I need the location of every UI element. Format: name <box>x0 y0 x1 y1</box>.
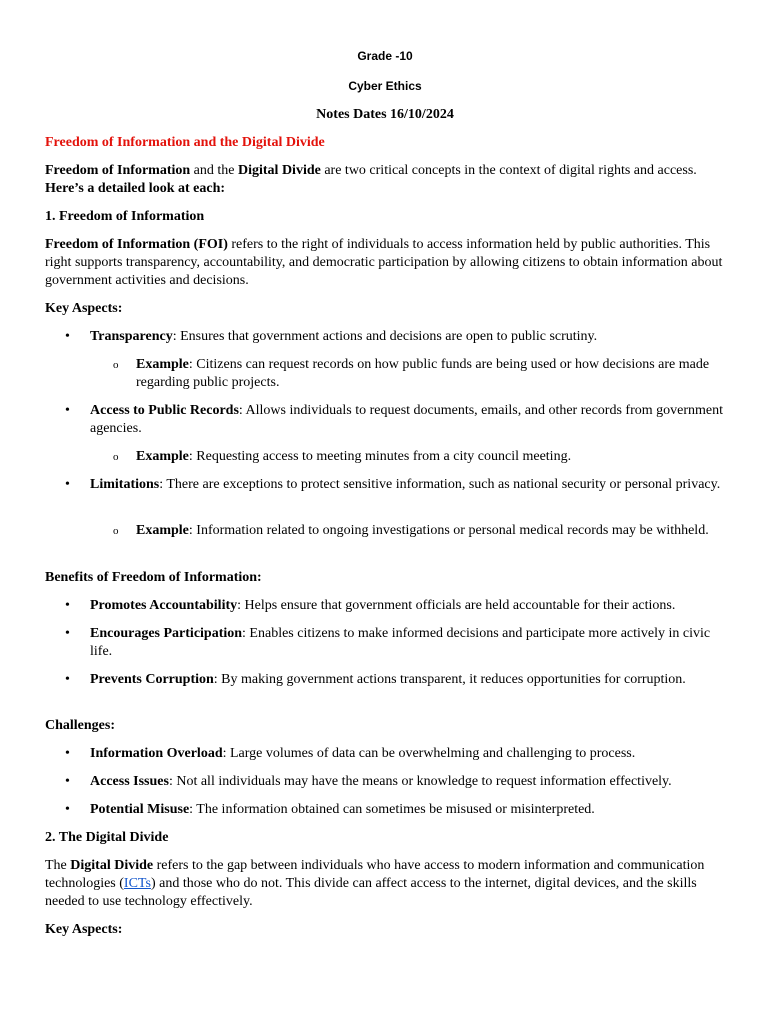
foi-def-term: Freedom of Information (FOI) <box>45 237 228 252</box>
bullet-icon: • <box>65 403 70 418</box>
challenge-text: : Not all individuals may have the means or knowledge to request information effectively. <box>168 774 672 789</box>
intro-bold-end: Here’s a detailed look at each: <box>45 181 226 196</box>
bullet-icon: • <box>65 802 70 817</box>
circle-bullet-icon: o <box>113 359 119 371</box>
challenge-term: Information Overload <box>90 746 223 761</box>
intro-and: and the <box>190 163 238 178</box>
aspect-text: : There are exceptions to protect sensitive information, such as national security or personal privacy. <box>159 477 721 492</box>
bullet-icon: • <box>65 329 70 344</box>
bullet-icon: • <box>65 774 70 789</box>
aspect-term: Limitations <box>90 477 160 492</box>
example-text: : Requesting access to meeting minutes from a city council meeting. <box>188 449 572 464</box>
section-title: Freedom of Information and the Digital Divide <box>45 135 325 150</box>
subject-label: Cyber Ethics <box>348 79 422 93</box>
foi-definition <box>45 236 725 290</box>
challenge-text: : Large volumes of data can be overwhelming and challenging to process. <box>222 746 636 761</box>
dd-heading: 2. The Digital Divide <box>45 830 169 845</box>
foi-key-aspects-heading: Key Aspects: <box>45 301 123 316</box>
intro-term-dd: Digital Divide <box>238 163 321 178</box>
benefit-text: : By making government actions transparent, it reduces opportunities for corruption. <box>213 672 686 687</box>
example-text: : Information related to ongoing investigations or personal medical records may be withheld. <box>188 523 709 538</box>
intro-rest: are two critical concepts in the context of digital rights and access. <box>320 163 697 178</box>
intro-term-foi: Freedom of Information <box>45 163 191 178</box>
benefit-term: Encourages Participation <box>90 626 243 641</box>
circle-bullet-icon: o <box>113 525 119 537</box>
foi-challenges-heading: Challenges: <box>45 718 115 733</box>
example-label: Example <box>136 449 189 464</box>
dd-p-mid: refers to the gap between individuals who have access to modern information and communication technologies ( <box>45 858 705 891</box>
dd-definition <box>45 857 725 911</box>
intro-paragraph <box>45 162 725 198</box>
dd-key-aspects-heading: Key Aspects: <box>45 922 123 937</box>
dd-p-end: ) and those who do not. This divide can affect access to the internet, digital devices, and the skills needed to use technology effectively. <box>45 876 697 909</box>
foi-heading: 1. Freedom of Information <box>45 209 205 224</box>
example-text: : Citizens can request records on how public funds are being used or how decisions are made regarding public projects. <box>136 357 710 390</box>
dd-p-start: The <box>45 858 71 873</box>
challenge-text: : The information obtained can sometimes be misused or misinterpreted. <box>189 802 595 817</box>
bullet-icon: • <box>65 746 70 761</box>
dd-term: Digital Divide <box>70 858 154 873</box>
foi-def-text: refers to the right of individuals to access information held by public authorities. This right supports transparency, accountability, and democratic participation by allowing citizens to obtain information about government activities and decisions. <box>45 237 723 288</box>
icts-link[interactable]: ICTs <box>123 876 151 891</box>
benefit-text: : Enables citizens to make informed decisions and participate more actively in civic life. <box>90 626 711 659</box>
bullet-icon: • <box>65 672 70 687</box>
circle-bullet-icon: o <box>113 451 119 463</box>
challenge-term: Potential Misuse <box>90 802 190 817</box>
foi-benefits-heading: Benefits of Freedom of Information: <box>45 570 262 585</box>
bullet-icon: • <box>65 598 70 613</box>
benefit-term: Promotes Accountability <box>90 598 238 613</box>
aspect-term: Transparency <box>90 329 173 344</box>
aspect-text: : Ensures that government actions and decisions are open to public scrutiny. <box>172 329 598 344</box>
example-label: Example <box>136 523 189 538</box>
notes-date: Notes Dates 16/10/2024 <box>316 107 454 122</box>
benefit-term: Prevents Corruption <box>90 672 214 687</box>
aspect-term: Access to Public Records <box>90 403 239 418</box>
grade-label: Grade -10 <box>357 49 413 63</box>
aspect-text: : Allows individuals to request documents, emails, and other records from government agencies. <box>90 403 723 436</box>
bullet-icon: • <box>65 477 70 492</box>
challenge-term: Access Issues <box>90 774 169 789</box>
benefit-text: : Helps ensure that government officials are held accountable for their actions. <box>237 598 676 613</box>
example-label: Example <box>136 357 189 372</box>
bullet-icon: • <box>65 626 70 641</box>
